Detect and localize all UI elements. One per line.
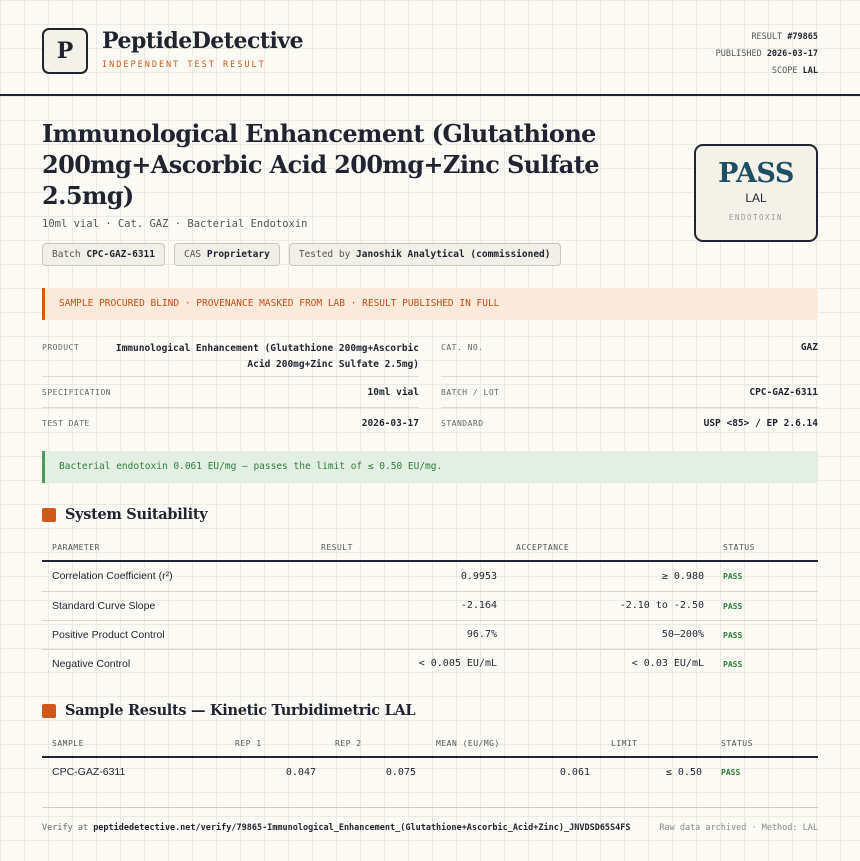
col-header-result: RESULT [321, 543, 353, 552]
archive-note: Raw data archived · Method: LAL [659, 823, 818, 833]
verify-link[interactable]: peptidedetective.net/verify/79865-Immunological_Enhancement_(Glutathione+Ascorbic_Acid+Zinc)_JNVDSD65S4FS [93, 823, 631, 833]
result-id: #79865 [787, 32, 818, 42]
info-product-label: PRODUCT [42, 343, 80, 352]
product-subtitle: 10ml vial · Cat. GAZ · Bacterial Endotoxin [42, 218, 308, 230]
col-header-sample: SAMPLE [52, 739, 84, 748]
result-summary-banner: Bacterial endotoxin 0.061 EU/mg — passes the limit of ≤ 0.50 EU/mg. [42, 451, 818, 483]
logo-letter: P [56, 38, 74, 64]
col-header-parameter: PARAMETER [52, 543, 100, 552]
row-divider [42, 620, 818, 621]
status-badge: PASS [721, 768, 741, 777]
col-header-rep2: REP 2 [335, 739, 362, 748]
info-divider [441, 407, 818, 408]
verdict-category: ENDOTOXIN [728, 213, 784, 222]
verdict-badge [694, 144, 818, 242]
col-header-acceptance: ACCEPTANCE [516, 543, 570, 552]
table-header-rule [42, 756, 818, 758]
verify-line: Verify at peptidedetective.net/verify/79865-Immunological_Enhancement_(Glutathione+Ascorbic_Acid+Zinc)_JNVDSD65S4FS [42, 823, 631, 833]
published-line: PUBLISHED 2026-03-17 [715, 49, 818, 59]
status-badge: PASS [723, 602, 743, 611]
table-header-rule [42, 560, 818, 562]
col-header-status: STATUS [723, 543, 755, 552]
col-header-mean: MEAN (EU/MG) [436, 739, 500, 748]
info-catno-label: CAT. NO. [441, 343, 484, 352]
cas-pill: CAS Proprietary [174, 243, 280, 266]
brand-name[interactable]: PeptideDetective [102, 28, 304, 54]
info-standard-label: STANDARD [441, 419, 484, 428]
status-badge: PASS [723, 572, 743, 581]
col-header-limit: LIMIT [611, 739, 638, 748]
status-badge: PASS [723, 631, 743, 640]
info-date-label: TEST DATE [42, 419, 90, 428]
section-marker-icon [42, 704, 56, 718]
info-product-value: Immunological Enhancement (Glutathione 200mg+Ascorbic Acid 200mg+Zinc Sulfate 2.5mg) [115, 343, 419, 370]
procurement-banner: SAMPLE PROCURED BLIND · PROVENANCE MASKED FROM LAB · RESULT PUBLISHED IN FULL [42, 288, 818, 320]
footer-divider [42, 807, 818, 808]
result-meta [716, 29, 818, 80]
info-batch-label: BATCH / LOT [441, 388, 500, 397]
brand-tagline: INDEPENDENT TEST RESULT [102, 60, 266, 70]
status-badge: PASS [723, 660, 743, 669]
verdict-method: LAL [745, 191, 767, 205]
info-batch-value: CPC-GAZ-6311 [749, 387, 818, 398]
batch-pill: Batch CPC-GAZ-6311 [42, 243, 165, 266]
result-id-line: RESULT #79865 [751, 32, 818, 42]
report-header [0, 0, 860, 96]
info-divider [42, 376, 419, 377]
section-marker-icon [42, 508, 56, 522]
col-header-status: STATUS [721, 739, 753, 748]
scope-line: SCOPE LAL [771, 66, 818, 76]
info-standard-value: USP <85> / EP 2.6.14 [703, 418, 818, 429]
info-date-value: 2026-03-17 [361, 418, 419, 429]
samples-heading [42, 702, 415, 719]
suitability-heading [42, 506, 207, 523]
tested-by-pill: Tested by Janoshik Analytical (commissioned) [289, 243, 561, 266]
published-date: 2026-03-17 [766, 49, 818, 59]
verdict-word: PASS [718, 158, 794, 189]
info-divider [441, 376, 818, 377]
suitability-title: System Suitability [65, 506, 208, 523]
page-title: Immunological Enhancement (Glutathione 200mg+Ascorbic Acid 200mg+Zinc Sulfate 2.5mg) [42, 119, 599, 210]
row-divider [42, 591, 818, 592]
samples-title: Sample Results — Kinetic Turbidimetric LAL [65, 702, 416, 719]
scope-value: LAL [802, 66, 818, 76]
info-catno-value: GAZ [800, 342, 818, 353]
info-divider [42, 407, 419, 408]
col-header-rep1: REP 1 [235, 739, 262, 748]
info-spec-label: SPECIFICATION [42, 388, 112, 397]
brand-logo[interactable] [42, 28, 88, 74]
product-pills [42, 243, 561, 266]
info-spec-value: 10ml vial [367, 387, 419, 398]
row-divider [42, 649, 818, 650]
